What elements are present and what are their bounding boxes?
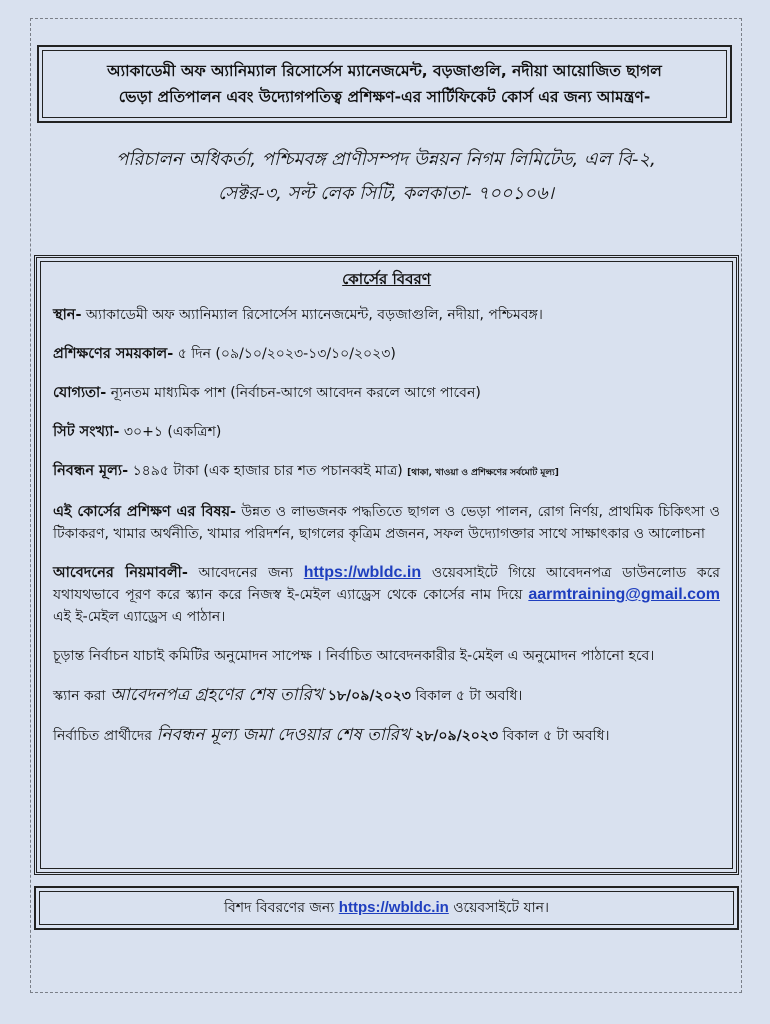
venue-row — [53, 304, 720, 326]
fee-label: নিবন্ধন মূল্য- — [53, 463, 129, 479]
header-title — [42, 50, 727, 118]
application-deadline-row — [53, 684, 720, 707]
footer-text-2: ওয়েবসাইটে যান। — [448, 900, 549, 916]
footer-box — [34, 886, 739, 930]
footer-text — [39, 891, 734, 925]
rules-text-3: এই ই-মেইল এ্যাড্রেস এ পাঠান। — [53, 609, 226, 625]
website-link[interactable]: https://wbldc.in — [303, 564, 422, 581]
course-details-box — [34, 255, 739, 875]
venue-value: অ্যাকাডেমী অফ অ্যানিম্যাল রিসোর্সেস ম্যানেজমেন্ট, বড়জাগুলি, নদীয়া, পশ্চিমবঙ্গ। — [81, 307, 543, 323]
fee-deadline-row — [53, 724, 720, 747]
footer-website-link[interactable]: https://wbldc.in — [338, 899, 449, 916]
header-box — [37, 45, 732, 123]
deadline1-prefix: স্ক্যান করা — [53, 688, 111, 704]
email-link[interactable]: aarmtraining@gmail.com — [528, 586, 720, 603]
deadline2-prefix: নির্বাচিত প্রার্থীদের — [53, 728, 157, 744]
rules-text-1: আবেদনের জন্য — [187, 565, 304, 581]
section-title: কোর্সের বিবরণ — [342, 270, 431, 288]
eligibility-value: ন্যূনতম মাধ্যমিক পাশ (নির্বাচন-আগে আবেদন করলে আগে পাবেন) — [106, 385, 481, 401]
eligibility-label: যোগ্যতা- — [53, 385, 107, 401]
duration-row — [53, 343, 720, 365]
fee-row — [53, 460, 720, 484]
deadline2-suffix: বিকাল ৫ টা অবধি। — [498, 728, 610, 744]
deadline2-date: ২৮/০৯/২০২৩ — [410, 728, 499, 744]
rules-text-2: ওয়েবসাইটে গিয়ে আবেদনপত্র ডাউনলোড করে যথাযথভাবে পূরণ করে স্ক্যান করে নিজস্ব ই-মেইল এ্যাড্রেস থেকে কোর্সের নাম দিয়ে — [53, 565, 720, 603]
venue-label: স্থান- — [53, 307, 82, 323]
rules-label: আবেদনের নিয়মাবলী- — [53, 565, 188, 581]
seats-label: সিট সংখ্যা- — [53, 424, 120, 440]
organizer-address — [41, 143, 731, 211]
subjects-label: এই কোর্সের প্রশিক্ষণ এর বিষয়- — [53, 504, 237, 520]
seats-row — [53, 421, 720, 443]
footer-text-1: বিশদ বিবরণের জন্য — [223, 900, 339, 916]
selection-row: চূড়ান্ত নির্বাচন যাচাই কমিটির অনুমোদন সাপেক্ষ । নির্বাচিত আবেদনকারীর ই-মেইল এ অনুমোদন পাঠানো হবে। — [53, 648, 655, 664]
deadline1-suffix: বিকাল ৫ টা অবধি। — [410, 688, 523, 704]
subjects-row — [53, 501, 720, 545]
rules-row — [53, 562, 720, 628]
notice-page — [30, 18, 742, 993]
deadline2-label: নিবন্ধন মূল্য জমা দেওয়ার শেষ তারিখ — [156, 725, 411, 745]
organizer-line-1: পরিচালন অধিকর্তা, পশ্চিমবঙ্গ প্রাণীসম্পদ উন্নয়ন নিগম লিমিটেড, এল বি-২, — [116, 149, 656, 170]
fee-value: ১৪৯৫ টাকা (এক হাজার চার শত পচানব্বই মাত্র) — [128, 463, 408, 479]
header-line-1: অ্যাকাডেমী অফ অ্যানিম্যাল রিসোর্সেস ম্যানেজমেন্ট, বড়জাগুলি, নদীয়া আয়োজিত ছাগল — [107, 62, 662, 80]
deadline1-date: ১৮/০৯/২০২৩ — [323, 688, 411, 704]
subjects-value: উন্নত ও লাভজনক পদ্ধতিতে ছাগল ও ভেড়া পালন, রোগ নির্ণয়, প্রাথমিক চিকিৎসা ও টিকাকরণ, খামার অর্থনীতি, খামার পরিদর্শন, ছাগলের কৃত্রিম প্রজনন, সফল উদ্যোগক্তার সাথে সাক্ষাৎকার ও আলোচনা — [53, 504, 720, 542]
duration-label: প্রশিক্ষণের সময়কাল- — [53, 346, 174, 362]
duration-value: ৫ দিন (০৯/১০/২০২৩-১৩/১০/২০২৩) — [173, 346, 396, 362]
header-line-2: ভেড়া প্রতিপালন এবং উদ্যোগপতিত্ব প্রশিক্ষণ-এর সার্টিফিকেট কোর্স এর জন্য আমন্ত্রণ- — [118, 88, 651, 106]
seats-value: ৩০+১ (একত্রিশ) — [119, 424, 222, 440]
organizer-line-2: সেক্টর-৩, সল্ট লেক সিটি, কলকাতা- ৭০০১০৬। — [217, 183, 554, 204]
fee-note: [থাকা, খাওয়া ও প্রশিক্ষণের সর্বমোট মূল্য] — [407, 468, 559, 478]
deadline1-label: আবেদনপত্র গ্রহণের শেষ তারিখ — [110, 685, 323, 705]
eligibility-row — [53, 382, 720, 404]
